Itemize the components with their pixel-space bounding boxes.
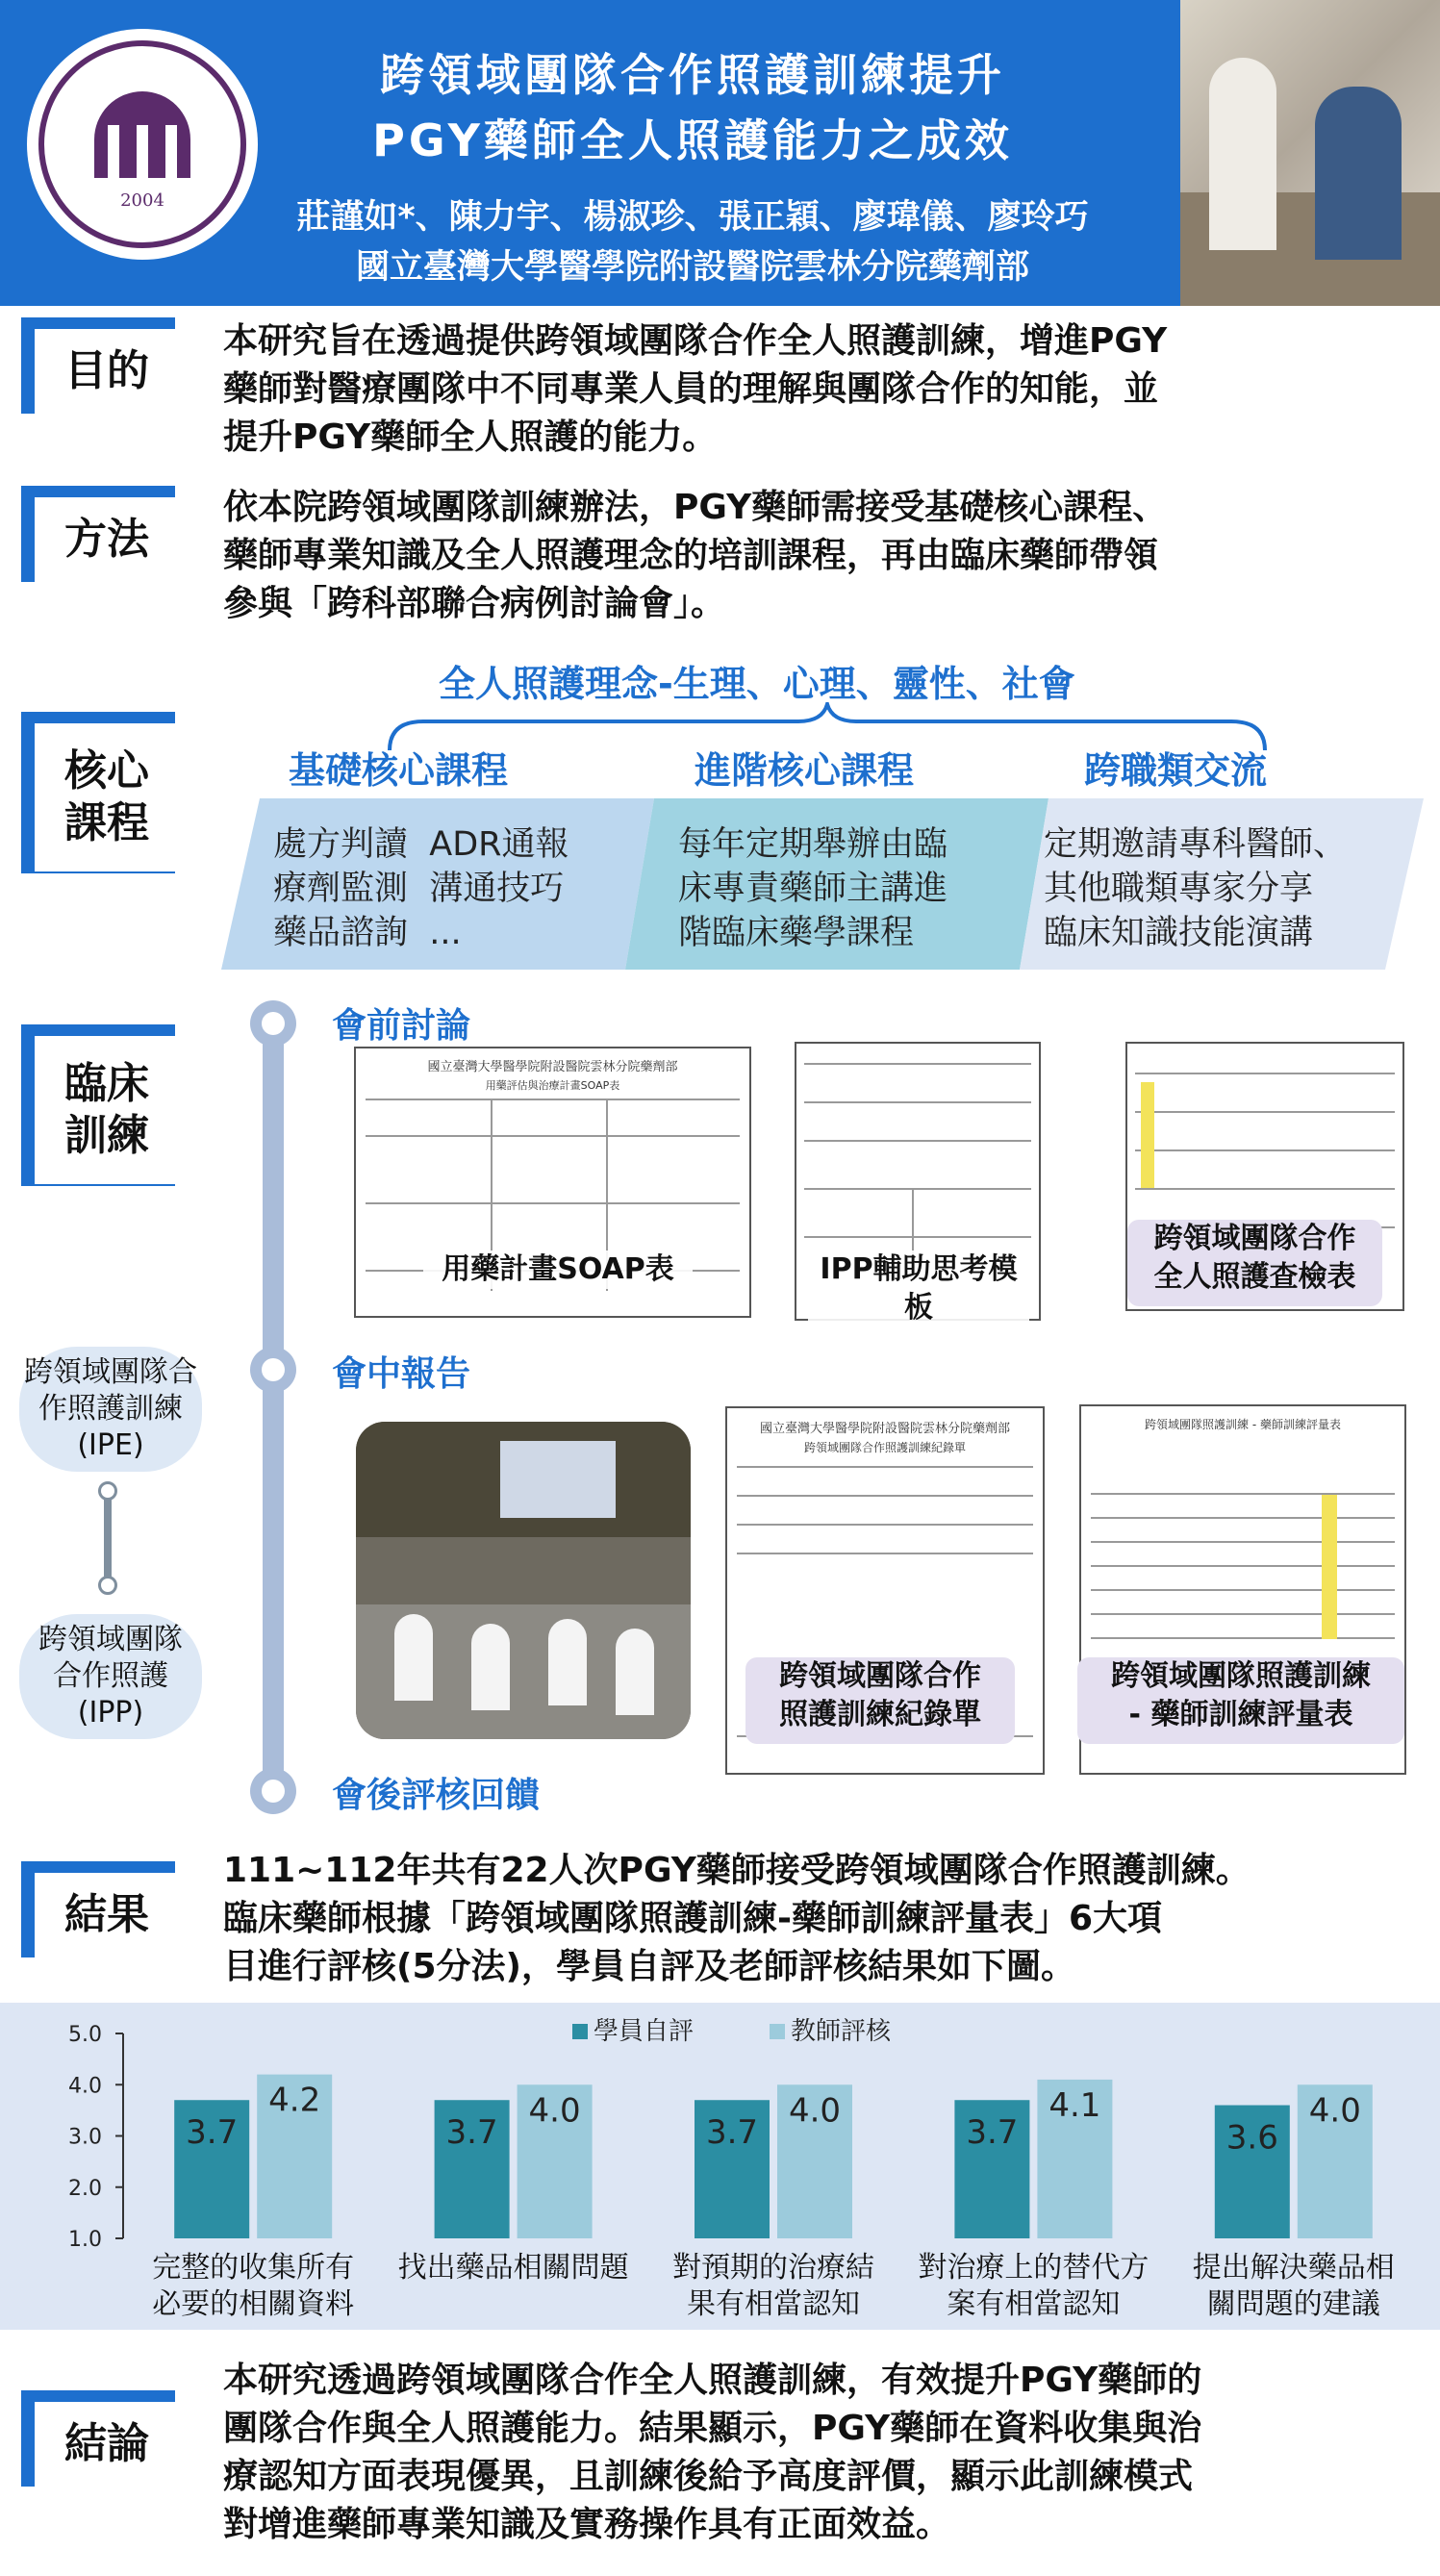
results-line: 臨床藥師根據「跨領域團隊照護訓練-藥師訓練評量表」6大項 [223, 1899, 1162, 1938]
category-label: 找出藥品相關問題 [397, 2251, 629, 2285]
ipp-line: 合作照護 [53, 1659, 168, 1693]
stage-in-meeting: 會中報告 [332, 1354, 471, 1394]
bar-value-label: 3.7 [445, 2113, 498, 2153]
results-line: 目進行評核(5分法)，學員自評及老師評核結果如下圖。 [223, 1947, 1075, 1986]
bar-value-label: 4.2 [268, 2081, 321, 2120]
connector-node-top [98, 1481, 117, 1501]
title-line-2: PGY藥師全人照護能力之成效 [372, 114, 1013, 166]
category-label: 對治療上的替代方 [918, 2251, 1149, 2285]
core-col3-line: 臨床知識技能演講 [1044, 914, 1314, 952]
legend-swatch [770, 2024, 785, 2039]
method-badge [21, 486, 185, 592]
purpose-line: 藥師對醫療團隊中不同專業人員的理解與團隊合作的知能，並 [223, 369, 1159, 409]
doc5-label [1077, 1657, 1404, 1744]
core-col3-line: 定期邀請專科醫師、 [1044, 825, 1348, 864]
doc4-subheading: 跨領域團隊合作照護訓練紀錄單 [803, 1441, 966, 1454]
conclusion-line: 本研究透過跨領域團隊合作全人照護訓練，有效提升PGY藥師的 [223, 2361, 1202, 2400]
clinical-label-1: 臨床 [64, 1059, 149, 1108]
bar-value-label: 4.0 [788, 2091, 842, 2131]
doc4-heading: 國立臺灣大學醫學院附設醫院雲林分院藥劑部 [759, 1422, 1010, 1436]
legend-label: 學員自評 [594, 2017, 695, 2046]
ipe-line: 作照護訓練 [38, 1392, 183, 1426]
core-label-2: 課程 [64, 798, 149, 847]
doc5-heading: 跨領域團隊照護訓練 - 藥師訓練評量表 [1145, 1418, 1341, 1431]
purpose-line: 提升PGY藥師全人照護的能力。 [223, 417, 718, 457]
purpose-badge [21, 317, 185, 423]
core-badge [21, 712, 185, 885]
conclusion-line: 對增進藥師專業知識及實務操作具有正面效益。 [223, 2505, 951, 2544]
ipp-line: 跨領域團隊 [38, 1623, 183, 1656]
doc3-label-2: 全人照護查檢表 [1153, 1260, 1356, 1294]
doc4-label-1: 跨領域團隊合作 [779, 1659, 981, 1693]
affiliation: 國立臺灣大學醫學院附設醫院雲林分院藥劑部 [355, 248, 1029, 287]
category-label: 關問題的建議 [1206, 2287, 1380, 2321]
bar-value-label: 3.7 [966, 2113, 1019, 2153]
results-bar-chart [0, 2003, 1440, 2330]
ipe-line: (IPE) [77, 1428, 144, 1462]
method-text [223, 484, 1416, 628]
title-line-1: 跨領域團隊合作照護訓練提升 [380, 49, 1005, 101]
conclusion-text [223, 2357, 1437, 2549]
core-col3-title: 跨職類交流 [1084, 749, 1268, 792]
clinical-label-2: 訓練 [64, 1111, 149, 1160]
method-label: 方法 [35, 497, 179, 582]
method-line: 藥師專業知識及全人照護理念的培訓課程，再由臨床藥師帶領 [223, 536, 1159, 575]
category-label: 完整的收集所有 [152, 2251, 355, 2285]
doc1-label: 用藥計畫SOAP表 [423, 1250, 693, 1289]
y-tick-label: 5.0 [68, 2023, 102, 2047]
doc2-label: IPP輔助思考模板 [808, 1250, 1029, 1327]
core-col2-title: 進階核心課程 [695, 749, 915, 792]
purpose-line: 本研究旨在透過提供跨領域團隊合作全人照護訓練，增進PGY [223, 321, 1168, 361]
doc1-heading: 國立臺灣大學醫學院附設醫院雲林分院藥劑部 [427, 1060, 678, 1074]
doc1-subheading: 用藥評估與治療計畫SOAP表 [485, 1079, 620, 1092]
core-col2-line: 每年定期舉辦由臨 [678, 825, 948, 864]
authors: 莊謹如*、陳力宇、楊淑珍、張正穎、廖瑋儀、廖玲巧 [296, 198, 1089, 237]
core-col1-text [273, 822, 568, 955]
clinical-badge [21, 1024, 185, 1198]
doc5-label-2: - 藥師訓練評量表 [1128, 1698, 1353, 1731]
core-col2-line: 階臨床藥學課程 [678, 914, 915, 952]
y-tick-label: 1.0 [68, 2228, 102, 2252]
y-tick-label: 2.0 [68, 2176, 102, 2201]
timeline-dot-2 [250, 1347, 296, 1393]
method-line: 參與「跨科部聯合病例討論會」。 [223, 584, 726, 623]
core-col2-line: 床專責藥師主講進 [678, 870, 948, 908]
connector-node-bottom [98, 1576, 117, 1595]
timeline-bar [263, 1020, 284, 1808]
core-col3-text [1044, 822, 1347, 955]
y-tick-label: 4.0 [68, 2074, 102, 2099]
legend-swatch [572, 2024, 588, 2039]
ipe-line: 跨領域團隊合 [24, 1355, 197, 1389]
legend-label: 教師評核 [791, 2017, 892, 2046]
conclusion-line: 療認知方面表現優異，且訓練後給予高度評價，顯示此訓練模式 [223, 2457, 1194, 2496]
stage-pre-meeting: 會前討論 [332, 1006, 471, 1046]
core-col1-line: 療劑監測 溝通技巧 [273, 870, 565, 908]
core-col1-line: 處方判讀 ADR通報 [273, 825, 569, 864]
core-col2-text [678, 822, 947, 955]
meeting-photo [356, 1422, 691, 1739]
timeline-dot-1 [250, 1000, 296, 1047]
category-label: 提出解決藥品相 [1192, 2251, 1395, 2285]
doc4-label [745, 1657, 1015, 1744]
stage-post-meeting: 會後評核回饋 [332, 1776, 541, 1815]
doc5-label-1: 跨領域團隊照護訓練 [1111, 1659, 1371, 1693]
results-label: 結果 [35, 1873, 179, 1957]
bar-value-label: 4.1 [1048, 2085, 1101, 2125]
doc4-label-2: 照護訓練紀錄單 [779, 1698, 981, 1731]
results-text [223, 1847, 1437, 1991]
ipe-pill [19, 1347, 202, 1472]
bar-value-label: 4.0 [528, 2091, 581, 2131]
core-concept: 全人照護理念-生理、心理、靈性、社會 [439, 663, 1075, 705]
purpose-text [223, 317, 1416, 462]
purpose-label: 目的 [35, 329, 179, 414]
core-col3-line: 其他職類專家分享 [1044, 870, 1314, 908]
doc3-label-1: 跨領域團隊合作 [1153, 1222, 1356, 1255]
bar-value-label: 3.7 [705, 2113, 759, 2153]
category-label: 對預期的治療結 [672, 2251, 874, 2285]
core-label-1: 核心 [64, 746, 149, 796]
doc3-label [1127, 1220, 1382, 1306]
core-col1-title: 基礎核心課程 [289, 749, 509, 792]
category-label: 案有相當認知 [947, 2287, 1121, 2321]
category-label: 必要的相關資料 [152, 2287, 355, 2321]
conclusion-label: 結論 [35, 2402, 179, 2487]
y-tick-label: 3.0 [68, 2125, 102, 2150]
results-badge [21, 1861, 185, 1967]
bar-value-label: 3.7 [186, 2113, 239, 2153]
bar-value-label: 4.0 [1308, 2091, 1361, 2131]
bar-value-label: 3.6 [1225, 2118, 1278, 2158]
ipe-ipp-connector [104, 1486, 112, 1582]
category-label: 果有相當認知 [687, 2287, 860, 2321]
logo-year: 2004 [120, 190, 164, 211]
conclusion-line: 團隊合作與全人照護能力。結果顯示，PGY藥師在資料收集與治 [223, 2409, 1202, 2448]
timeline-dot-3 [250, 1768, 296, 1814]
conclusion-badge [21, 2390, 185, 2496]
ipp-line: (IPP) [77, 1696, 144, 1730]
ipp-pill [19, 1614, 202, 1739]
method-line: 依本院跨領域團隊訓練辦法，PGY藥師需接受基礎核心課程、 [223, 488, 1168, 527]
results-line: 111~112年共有22人次PGY藥師接受跨領域團隊合作照護訓練。 [223, 1851, 1251, 1890]
core-col1-line: 藥品諮詢 ... [273, 914, 462, 952]
